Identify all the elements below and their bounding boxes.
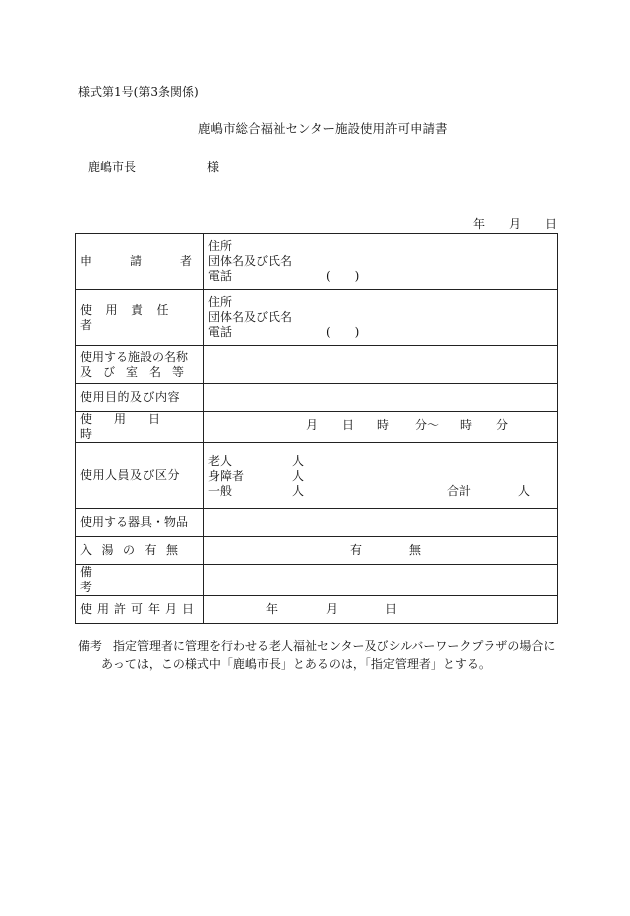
facility-label-line2: 及び室名等 bbox=[80, 364, 196, 379]
row-bath bbox=[76, 537, 558, 565]
manager-org-label: 団体名及び氏名 bbox=[208, 310, 293, 324]
addressee-name: 鹿嶋市長 bbox=[88, 160, 137, 174]
addressee-honorific: 様 bbox=[207, 160, 220, 174]
persons-total: 合計 bbox=[447, 484, 472, 498]
facility-field[interactable] bbox=[204, 346, 558, 384]
row-equipment bbox=[76, 509, 558, 537]
applicant-address-label: 住所 bbox=[208, 239, 233, 253]
persons-elderly: 老人 bbox=[208, 454, 233, 468]
manager-label: 使用責任者 bbox=[80, 302, 183, 332]
purpose-field[interactable] bbox=[204, 384, 558, 412]
manager-field[interactable] bbox=[204, 290, 558, 346]
permit-month: 月 bbox=[326, 602, 339, 616]
bath-field[interactable] bbox=[204, 537, 558, 565]
persons-general-unit: 人 bbox=[292, 484, 305, 498]
persons-total-unit: 人 bbox=[518, 484, 531, 498]
datetime-hour1: 時 bbox=[377, 418, 390, 432]
applicant-phone-paren: ( ) bbox=[326, 269, 360, 283]
persons-field[interactable] bbox=[204, 443, 558, 509]
bath-yes: 有 bbox=[350, 543, 363, 557]
manager-phone-paren: ( ) bbox=[326, 325, 360, 339]
datetime-field[interactable] bbox=[204, 412, 558, 443]
applicant-phone-label: 電話 bbox=[208, 269, 233, 283]
applicant-label-text: 申請者 bbox=[80, 254, 231, 268]
note-head: 備考 bbox=[78, 639, 103, 653]
permit-date-field[interactable] bbox=[204, 596, 558, 624]
page-title: 鹿嶋市総合福祉センター施設使用許可申請書 bbox=[198, 121, 448, 136]
datetime-minute2: 分 bbox=[496, 418, 509, 432]
manager-address-label: 住所 bbox=[208, 295, 233, 309]
row-manager bbox=[76, 290, 558, 346]
row-persons bbox=[76, 443, 558, 509]
persons-disabled: 身障者 bbox=[208, 469, 245, 483]
bath-label: 入湯の有無 bbox=[80, 543, 188, 557]
permit-day: 日 bbox=[385, 602, 398, 616]
row-purpose bbox=[76, 384, 558, 412]
date-year: 年 bbox=[473, 217, 486, 231]
remarks-field[interactable] bbox=[204, 565, 558, 596]
date-month: 月 bbox=[509, 217, 522, 231]
row-permit-date bbox=[76, 596, 558, 624]
persons-disabled-unit: 人 bbox=[292, 469, 305, 483]
application-form-table bbox=[75, 233, 558, 624]
row-datetime bbox=[76, 412, 558, 443]
datetime-hour2: 時 bbox=[460, 418, 473, 432]
row-remarks bbox=[76, 565, 558, 596]
purpose-label: 使用目的及び内容 bbox=[76, 384, 204, 412]
persons-general: 一般 bbox=[208, 484, 233, 498]
form-number: 様式第1号(第3条関係) bbox=[78, 85, 199, 99]
datetime-day: 日 bbox=[342, 418, 355, 432]
row-applicant bbox=[76, 234, 558, 290]
facility-label-line1: 使用する施設の名称 bbox=[80, 349, 189, 364]
manager-phone-label: 電話 bbox=[208, 325, 233, 339]
equipment-label: 使用する器具・物品 bbox=[76, 509, 204, 537]
persons-label: 使用人員及び区分 bbox=[76, 443, 204, 509]
persons-elderly-unit: 人 bbox=[292, 454, 305, 468]
datetime-minute1: 分〜 bbox=[415, 418, 440, 432]
date-day: 日 bbox=[545, 217, 558, 231]
row-facility bbox=[76, 346, 558, 384]
remarks-label: 備考 bbox=[80, 565, 177, 594]
applicant-label bbox=[80, 254, 231, 269]
applicant-org-label: 団体名及び氏名 bbox=[208, 254, 293, 268]
note-line1: 指定管理者に管理を行わせる老人福祉センター及びシルバーワークプラザの場合に bbox=[113, 639, 556, 653]
permit-date-label: 使用許可年月日 bbox=[80, 602, 200, 616]
applicant-field[interactable] bbox=[204, 234, 558, 290]
datetime-label: 使用日時 bbox=[80, 412, 183, 441]
permit-year: 年 bbox=[266, 602, 279, 616]
bath-no: 無 bbox=[409, 543, 422, 557]
datetime-month: 月 bbox=[306, 418, 319, 432]
equipment-field[interactable] bbox=[204, 509, 558, 537]
note-line2: あっては，この様式中「鹿嶋市長」とあるのは，「指定管理者」とする。 bbox=[101, 657, 491, 671]
